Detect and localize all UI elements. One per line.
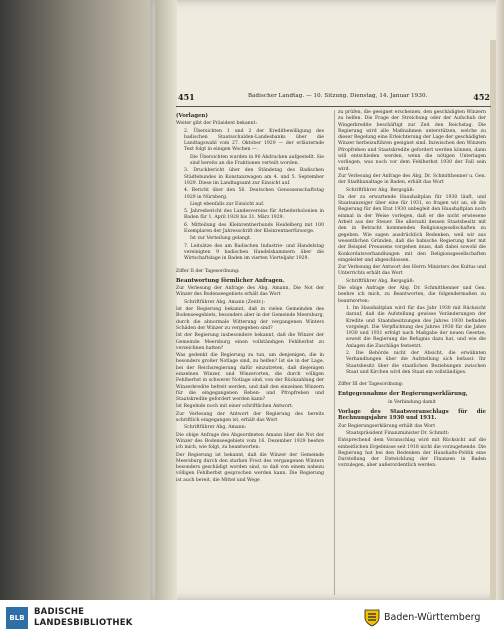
paragraph: Die obige Anfrage des Abgeordneten Amann über die Not der Winzer des Bodenseegebiets vom 16. Dezember 1929 beehre ich mich, wie folgt, zu beantworten: (176, 432, 324, 451)
library-name[interactable] (34, 607, 133, 629)
section-heading: Entgegennahme der Regierungserklärung, (338, 391, 468, 398)
section-heading: Vorlage des Staatsvoranschlags für die Rechnungsjahre 1930 und 1931. (338, 409, 486, 422)
paragraph: 7. Leitsätze des am Badischen Industrie- und Handelstag vereinigten 9 badischen Handelskammern über die Wirtschaftslage in Baden im vierten Vierteljahr 1929. (184, 243, 324, 262)
page-gutter (155, 0, 177, 600)
paragraph: 5. Jahresbericht des Landesvereins für Arbeiterkolonien in Baden für 1. April 1928 bis 31. März 1929. (184, 209, 324, 221)
baden-wuerttemberg-crest-icon (364, 609, 380, 627)
paragraph: Liegt ebenfalls zur Einsicht auf. (190, 201, 265, 207)
paragraph: 4. Bericht über den 56. Deutschen Genossenschaftstag 1929 in Nürnberg. (184, 188, 324, 200)
paragraph: Zur Verlesung der Anfrage des Abg. Amann, Die Not der Winzer des Bodenseegebiets erhält das Wort (176, 286, 324, 298)
column-separator (334, 110, 335, 595)
paragraph: Was gedenkt die Regierung zu tun, um denjenigen, die in besonders großer Notlage sind, zu helfen? Ist sie in der Lage, bei der Reichsregierung dafür einzutreten, daß diejenigen einzelnen Winzer, und Winzerorten, die durch völligen Fehlherbst in schwerer Notlage sind, von der Rückzahlung der Winzerkredite befreit werden, und daß den einzelnen Winzern für die eingegangenen Reben- und Pfropfreben und Staatskredite gefordert werden kann? (176, 353, 324, 403)
library-name-line1: BADISCHE (34, 607, 85, 617)
paragraph: Ist Regelnde noch mit einer schriftlichen Antwort. (176, 404, 294, 410)
paragraph: Zur Verlesung der Antwort der Regierung des bereits schriftlich eingegangen ist, erhält das Wort (176, 411, 324, 424)
page-edge (496, 0, 504, 600)
paragraph: Ist der Regierung bekannt, daß in vielen Gemeinden des Bodenseegebiets, besonders aber in der Gemeinde Meersburg, durch die abnormale Witterung der vergangenen Winters Schäden der Winzer zu vergegeben sind? (176, 307, 324, 331)
paragraph: Schriftführer Abg. Bergsgäß: (346, 187, 415, 193)
paragraph: Da der zu erwartende Haushaltplan für 1930 läuft, und Staatsanzeiger über eine für 1931, so fragen wir an, ob die Regierung für den Etat 1930 unbegleit den Haushaltplan noch einmal in der Weise vorlegen, daß er die nicht erwiesene Arbeit aus der Steuer. Die allerzahl dessen Staatsbesitz mit den in Betracht kommenden Religionsgesellschaften zu gegeben. Wie sagen ausdrücklich Bedenken, weil wir aus wesentlichen Gründen, daß die babische Regierung hier mit der Beispiel Preussens vorgehen muss, daß dabei sowohl die Konkordatsverhandlungen mit den Religionsgesellschaften eingeleitet und abgeschlossen. (338, 194, 486, 263)
paragraph: 2. Die Behörde nicht der Absicht, die erwähnten Verhandlungen über die Aufstellung sich befasst. Ihr Staatsbesitz über die staatlichen Beziehungen zwischen Staat und Kirchen wird den Staat ein vollständiges. (346, 350, 486, 375)
paragraph: 3. Druckbericht über den Ständetag des Badischen Städtebundes in Konstanzwagen am 4. und 5. September 1929. Diese im Landtagsamt zur Einsicht auf. (184, 168, 324, 186)
paragraph: Zur Verlesung der Anfrage des Abg. Dr. Schmitthenner u. Gen. der Stadtkanaltage in Baden, erhält das Wort (338, 173, 486, 186)
paragraph: Staatspräsident Finanzminister Dr. Schmitt: (346, 430, 449, 436)
paragraph: Schriftführer Abg. Amann (Zentr.): (184, 299, 265, 305)
paragraph: Weiter gibt der Präsident bekannt: (176, 121, 257, 127)
header-rule (176, 106, 491, 107)
page-header (178, 92, 490, 106)
paragraph: 1. Im Haushaltplan wird für das Jahr 1930 mit Rücksicht darauf, daß die Aufstellung gewisse Veränderungen der Kredite und Staatsbesitzungen des Jahres 1930 befinden vorgelegt. Die Verpflichtung des Jahres 1930 für die Jahre 1930 und 1931 erfolgt nach Maßgabe der neuen Gesetze, soweit die Regierung die Befugnis dazu hat, und wie die Anlagen die Zuschläge festsetzt. (346, 305, 486, 349)
text-column-right (338, 110, 486, 471)
section-heading: Beantwortung förmlicher Anfragen. (176, 277, 285, 284)
paragraph: Ist zur Verteilung gelangt. (190, 236, 252, 242)
page-number-right: 452 (473, 92, 490, 102)
paragraph: Die obige Anfrage der Abg. Dr. Schmitthenner und Gen. beehre ich mich, zu Beantworten, die folgendermaßen zu beantworten: (338, 286, 486, 304)
running-title: Badischer Landtag. — 10. Sitzung. Dienstag, 14. Januar 1930. (248, 93, 428, 99)
paragraph: Schriftführer Abg. Amann: (184, 425, 247, 431)
library-name-line2: LANDESBIBLIOTHEK (34, 618, 133, 628)
paragraph: zu prüfen, die geeignet erscheinen, den geschädigten Winzern zu helfen. Die Frage der Streichung oder der Aufschub der Wingerkredite beschäftigt zur Zeit den Reichstag. Die Regierung wird alle Maßnahmen unterstützen, welche zu dieser Regelung eine Erleichterung der Lage der geschädigten Winzer herbeizuführen geeignet sind. Inzwischen den Winzern Pfropfreben und Staatskredite gefordert werden können, dann will entschieden werden, wenn die nötigen Unterlagen vorliegen, was noch vor dem Fehlherbst 1930 der Fall sein wird. (338, 110, 486, 172)
book-spine-shadow (0, 0, 150, 600)
paragraph: Zur Regierungserklärung erhält das Wort (338, 423, 436, 429)
paragraph: Entsprechend dem Voranschlag wird mit Rücksicht auf die einheitlichen Ergebnisse seit 1918 nicht die vorzugehende. Die Regierung hat bei den Bedenken der Haushalts-Politik eine Darstellung der Entwicklung der Finanzen in Baden vorzulegen, aber außerordentlich werden. (338, 438, 486, 469)
paragraph: Ziffer III der Tagesordnung: (338, 382, 404, 388)
paragraph: Schriftführer Abg. Bergsgäß: (346, 278, 415, 284)
paragraph: 6. Mitteilung des Kleinrentnerbunds Heidelberg mit 100 Exemplaren der Jahresschrift der Kleinrentnerfürsorge. (184, 222, 324, 235)
paragraph: Ist der Regierung insbesondere bekannt, daß die Winzer der Gemeinde Meersburg einen vollständigen Fehlherbst zu verzeichnen hatten? (176, 333, 324, 351)
blb-logo[interactable]: BLB (6, 607, 28, 629)
paragraph: 2. Übersichten 1 und 2 der Kreditbewilligung des badischen Staatsschulden-Landesbanks über die Landtagswahl vom 27. Oktober 1929 — der erläuternde Text folgt in einigen Wochen —. (184, 128, 324, 153)
paragraph: Zur Verlesung der Antwort des Herrn Ministers des Kultus und Unterrichts erhält das Wort (338, 265, 486, 277)
page-number-left: 451 (178, 92, 195, 102)
text-column-left (176, 110, 324, 485)
paragraph: Die Übersichten wurden in 90 Abdrucken aufgestellt. Sie sind bereits an die Fraktionen verteilt worden. (190, 154, 324, 167)
paragraph: in Verbindung damit (388, 399, 436, 405)
paragraph: Der Regierung ist bekannt, daß die Winzer der Gemeinde Meersburg durch den starken Frost des vergangenen Winters besonders geschädigt worden sind, so daß von einem nahezu völligen Fehlherbst gesprochen werden kann. Die Regierung ist auch bereit, die Mittel und Wege (176, 452, 324, 483)
paragraph: Ziffer II der Tagesordnung: (176, 268, 240, 274)
state-name[interactable]: Baden-Württemberg (384, 612, 481, 623)
section-heading: (Vorlagen) (176, 113, 208, 119)
